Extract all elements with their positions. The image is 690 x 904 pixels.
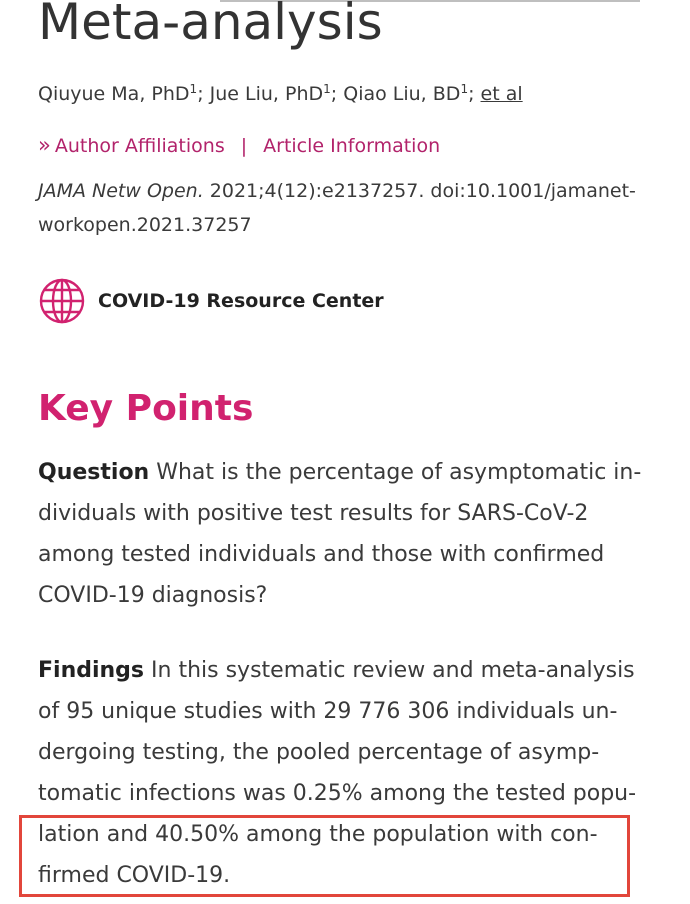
author-name[interactable]: Qiuyue Ma, PhD xyxy=(38,83,190,105)
findings-text: tomatic infections was 0.25% among the tested popu- xyxy=(38,781,637,806)
author-name[interactable]: Jue Liu, PhD xyxy=(209,83,324,105)
findings-text: lation and 40.50% among the population with con- xyxy=(38,822,598,847)
paragraph-line xyxy=(38,650,658,691)
author-list: Qiuyue Ma, PhD$^1$; Jue Liu, PhD$^1$; Qiao Liu, $BD^1$; et al xyxy=(38,82,523,105)
findings-text: firmed COVID-19. xyxy=(38,863,231,888)
article-links xyxy=(38,131,440,160)
paragraph-line xyxy=(38,452,658,493)
affiliation-marker: 1 xyxy=(323,82,331,96)
author-affiliations-link[interactable] xyxy=(38,135,225,157)
article-title: Meta-analysis xyxy=(38,0,383,51)
question-text: What is the percentage of asymptomatic in- xyxy=(149,460,642,485)
question-text: among tested individuals and those with confirmed xyxy=(38,542,605,567)
findings-label: Findings xyxy=(38,658,145,683)
affiliation-marker: 1 xyxy=(460,82,469,96)
question-text: dividuals with positive test results for SARS-CoV-2 xyxy=(38,501,589,526)
question-label: Question xyxy=(38,460,150,485)
question-paragraph xyxy=(38,452,658,616)
resource-center-label: COVID-19 Resource Center xyxy=(98,290,384,312)
journal-name: JAMA Netw Open. xyxy=(38,180,204,202)
author-affiliations-label: Author Affiliations xyxy=(54,135,225,157)
affiliation-marker: 1 xyxy=(189,82,198,96)
globe-icon xyxy=(38,277,86,325)
et-al-link[interactable]: et al xyxy=(480,83,523,105)
question-text: COVID-19 diagnosis? xyxy=(38,583,268,608)
findings-text: of 95 unique studies with 29 776 306 individuals un- xyxy=(38,699,618,724)
citation-doi-continued: workopen.2021.37257 xyxy=(38,214,252,236)
resource-center-link[interactable] xyxy=(38,276,384,326)
citation-details: 2021;4(12):e2137257. doi:10.1001/jamanet- xyxy=(203,180,636,202)
link-separator: | xyxy=(240,135,248,157)
author-name[interactable]: Qiao Liu, BD xyxy=(343,83,461,105)
key-points-heading: Key Points xyxy=(38,388,254,429)
article-information-link[interactable]: Article Information xyxy=(263,135,441,157)
highlight-annotation-box xyxy=(19,815,630,897)
citation xyxy=(38,174,658,242)
double-chevron-right-icon: » xyxy=(38,133,51,157)
findings-text: dergoing testing, the pooled percentage of asymp- xyxy=(38,740,600,765)
findings-text: In this systematic review and meta-analysis xyxy=(144,658,635,683)
